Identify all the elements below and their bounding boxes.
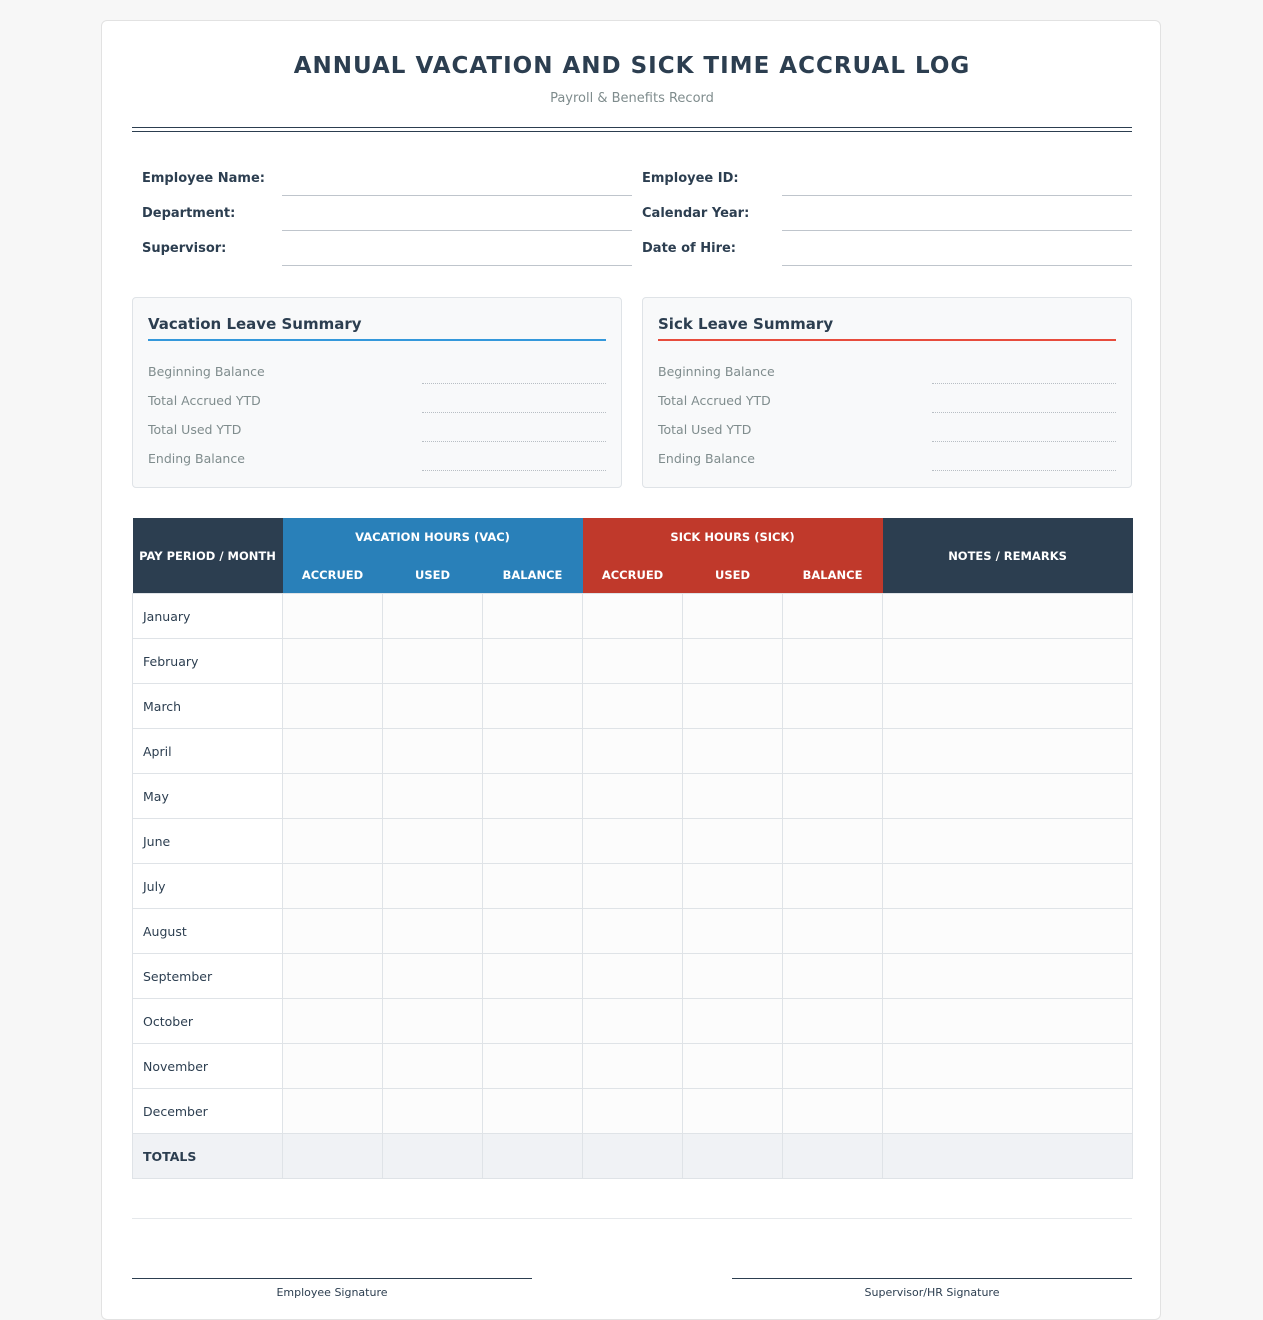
vac-used-cell[interactable] [383,639,483,684]
notes-cell[interactable] [883,1044,1133,1089]
notes-cell[interactable] [883,639,1133,684]
vac-used-cell[interactable] [383,909,483,954]
summary-label: Total Used YTD [148,422,242,437]
month-cell: May [133,774,283,819]
sick-accrued-cell[interactable] [583,1044,683,1089]
summary-label: Ending Balance [658,451,755,466]
vac-used-cell[interactable] [383,1134,483,1179]
sick-used-cell[interactable] [683,684,783,729]
vac-accrued-cell[interactable] [283,819,383,864]
summary-row [148,364,606,386]
notes-cell[interactable] [883,999,1133,1044]
employee-signature-line[interactable] [132,1278,532,1279]
vac-used-cell[interactable] [383,684,483,729]
table-row [133,954,1133,999]
date-of-hire-label: Date of Hire: [642,241,736,256]
table-row [133,909,1133,954]
employee-name-field[interactable] [282,195,632,196]
sick-balance-cell[interactable] [783,684,883,729]
vac-balance-cell[interactable] [483,819,583,864]
summary-label: Beginning Balance [658,364,775,379]
vac-balance-cell[interactable] [483,954,583,999]
signature-divider [132,1218,1132,1219]
notes-cell[interactable] [883,1134,1133,1179]
vac-balance-cell[interactable] [483,909,583,954]
month-cell: December [133,1089,283,1134]
summary-row [658,364,1116,386]
page-title: ANNUAL VACATION AND SICK TIME ACCRUAL LOG [293,53,971,79]
sick-balance-cell[interactable] [783,774,883,819]
vac-used-cell[interactable] [383,819,483,864]
vac-used-cell[interactable] [383,1044,483,1089]
summary-value-field[interactable] [422,412,606,413]
summary-label: Total Accrued YTD [148,393,261,408]
document-page [101,20,1161,1320]
notes-cell[interactable] [883,774,1133,819]
sick-used-cell[interactable] [683,954,783,999]
employee-id-field[interactable] [782,195,1132,196]
supervisor-signature-line[interactable] [732,1278,1132,1279]
vac-used-cell[interactable] [383,729,483,774]
summary-row [148,451,606,473]
totals-label: TOTALS [133,1134,283,1179]
summary-value-field[interactable] [422,383,606,384]
sick-accrued-cell[interactable] [583,819,683,864]
sick-used-cell[interactable] [683,909,783,954]
vac-balance-cell[interactable] [483,1044,583,1089]
sick-accrued-cell[interactable] [583,729,683,774]
table-row [133,819,1133,864]
sick-balance-cell[interactable] [783,1134,883,1179]
header-vac-accrued: ACCRUED [283,556,383,594]
vac-accrued-cell[interactable] [283,864,383,909]
summary-row [658,422,1116,444]
header-vacation-group: VACATION HOURS (VAC) [283,518,583,556]
month-cell: April [133,729,283,774]
summary-row [658,451,1116,473]
sick-accrued-cell[interactable] [583,1089,683,1134]
sick-used-cell[interactable] [683,774,783,819]
vac-balance-cell[interactable] [483,729,583,774]
sick-used-cell[interactable] [683,594,783,639]
sick-accrued-cell[interactable] [583,954,683,999]
summary-row [148,393,606,415]
vac-accrued-cell[interactable] [283,594,383,639]
supervisor-signature-label: Supervisor/HR Signature [864,1286,1000,1299]
month-cell: February [133,639,283,684]
vac-accrued-cell[interactable] [283,639,383,684]
summary-value-field[interactable] [932,441,1116,442]
sick-balance-cell[interactable] [783,864,883,909]
sick-accrued-cell[interactable] [583,774,683,819]
summary-label: Total Accrued YTD [658,393,771,408]
employee-name-label: Employee Name: [142,171,265,186]
table-row [133,729,1133,774]
employee-signature-label: Employee Signature [276,1286,388,1299]
sick-balance-cell[interactable] [783,819,883,864]
table-row [133,864,1133,909]
sick-accrued-cell[interactable] [583,1134,683,1179]
vacation-summary-title: Vacation Leave Summary [148,315,362,333]
sick-accrued-cell[interactable] [583,864,683,909]
vac-used-cell[interactable] [383,999,483,1044]
date-of-hire-field[interactable] [782,265,1132,266]
employee-id-label: Employee ID: [642,171,739,186]
sick-used-cell[interactable] [683,639,783,684]
month-cell: September [133,954,283,999]
department-label: Department: [142,206,236,221]
sick-used-cell[interactable] [683,1089,783,1134]
sick-balance-cell[interactable] [783,729,883,774]
summary-row [148,422,606,444]
summary-value-field[interactable] [932,412,1116,413]
sick-balance-cell[interactable] [783,954,883,999]
vac-accrued-cell[interactable] [283,954,383,999]
sick-accrued-cell[interactable] [583,684,683,729]
vac-accrued-cell[interactable] [283,999,383,1044]
month-cell: June [133,819,283,864]
calendar-year-label: Calendar Year: [642,206,750,221]
header-sick-accrued: ACCRUED [583,556,683,594]
sick-balance-cell[interactable] [783,639,883,684]
summary-label: Beginning Balance [148,364,265,379]
vac-used-cell[interactable] [383,864,483,909]
vac-balance-cell[interactable] [483,864,583,909]
sick-balance-cell[interactable] [783,909,883,954]
header-vac-used: USED [383,556,483,594]
vac-accrued-cell[interactable] [283,909,383,954]
sick-accrued-cell[interactable] [583,639,683,684]
vac-balance-cell[interactable] [483,1089,583,1134]
summary-label: Ending Balance [148,451,245,466]
sick-accrued-cell[interactable] [583,594,683,639]
info-row [132,206,1132,241]
notes-cell[interactable] [883,594,1133,639]
table-row [133,639,1133,684]
sick-summary-title: Sick Leave Summary [658,315,834,333]
sick-balance-cell[interactable] [783,1089,883,1134]
vac-used-cell[interactable] [383,1089,483,1134]
vac-accrued-cell[interactable] [283,684,383,729]
notes-cell[interactable] [883,909,1133,954]
summary-value-field[interactable] [422,470,606,471]
table-row [133,999,1133,1044]
vac-accrued-cell[interactable] [283,1089,383,1134]
header-pay-period: PAY PERIOD / MONTH [133,518,283,594]
vac-used-cell[interactable] [383,594,483,639]
vac-accrued-cell[interactable] [283,729,383,774]
header-sick-used: USED [683,556,783,594]
info-row [132,171,1132,206]
vac-balance-cell[interactable] [483,774,583,819]
sick-used-cell[interactable] [683,1134,783,1179]
table-row [133,594,1133,639]
summary-value-field[interactable] [422,441,606,442]
month-cell: January [133,594,283,639]
vacation-summary-box [132,297,622,488]
vac-accrued-cell[interactable] [283,1044,383,1089]
summary-value-field[interactable] [932,383,1116,384]
notes-cell[interactable] [883,864,1133,909]
title-divider [132,127,1132,132]
sick-used-cell[interactable] [683,1044,783,1089]
header-vac-balance: BALANCE [483,556,583,594]
month-cell: August [133,909,283,954]
vac-balance-cell[interactable] [483,999,583,1044]
month-cell: November [133,1044,283,1089]
sick-used-cell[interactable] [683,729,783,774]
notes-cell[interactable] [883,1089,1133,1134]
sick-summary-rule [658,339,1116,341]
page-subtitle: Payroll & Benefits Record [550,91,714,106]
table-row [133,1044,1133,1089]
summary-value-field[interactable] [932,470,1116,471]
table-row [133,684,1133,729]
vac-balance-cell[interactable] [483,639,583,684]
header-notes: NOTES / REMARKS [883,518,1133,594]
header-sick-balance: BALANCE [783,556,883,594]
vac-accrued-cell[interactable] [283,1134,383,1179]
notes-cell[interactable] [883,684,1133,729]
sick-accrued-cell[interactable] [583,999,683,1044]
sick-summary-box [642,297,1132,488]
vac-balance-cell[interactable] [483,594,583,639]
table-row [133,1089,1133,1134]
sick-balance-cell[interactable] [783,999,883,1044]
supervisor-label: Supervisor: [142,241,227,256]
month-cell: July [133,864,283,909]
accrual-log-table [132,518,1133,1179]
header-sick-group: SICK HOURS (SICK) [583,518,883,556]
vac-used-cell[interactable] [383,774,483,819]
notes-cell[interactable] [883,729,1133,774]
department-field[interactable] [282,230,632,231]
totals-row [133,1134,1133,1179]
calendar-year-field[interactable] [782,230,1132,231]
notes-cell[interactable] [883,954,1133,999]
vac-used-cell[interactable] [383,954,483,999]
sick-balance-cell[interactable] [783,1044,883,1089]
vac-balance-cell[interactable] [483,684,583,729]
sick-balance-cell[interactable] [783,594,883,639]
notes-cell[interactable] [883,819,1133,864]
summary-row [658,393,1116,415]
sick-used-cell[interactable] [683,864,783,909]
supervisor-field[interactable] [282,265,632,266]
vac-balance-cell[interactable] [483,1134,583,1179]
sick-used-cell[interactable] [683,999,783,1044]
sick-accrued-cell[interactable] [583,909,683,954]
month-cell: October [133,999,283,1044]
table-row [133,774,1133,819]
summary-label: Total Used YTD [658,422,752,437]
info-row [132,241,1132,276]
vac-accrued-cell[interactable] [283,774,383,819]
sick-used-cell[interactable] [683,819,783,864]
vacation-summary-rule [148,339,606,341]
month-cell: March [133,684,283,729]
